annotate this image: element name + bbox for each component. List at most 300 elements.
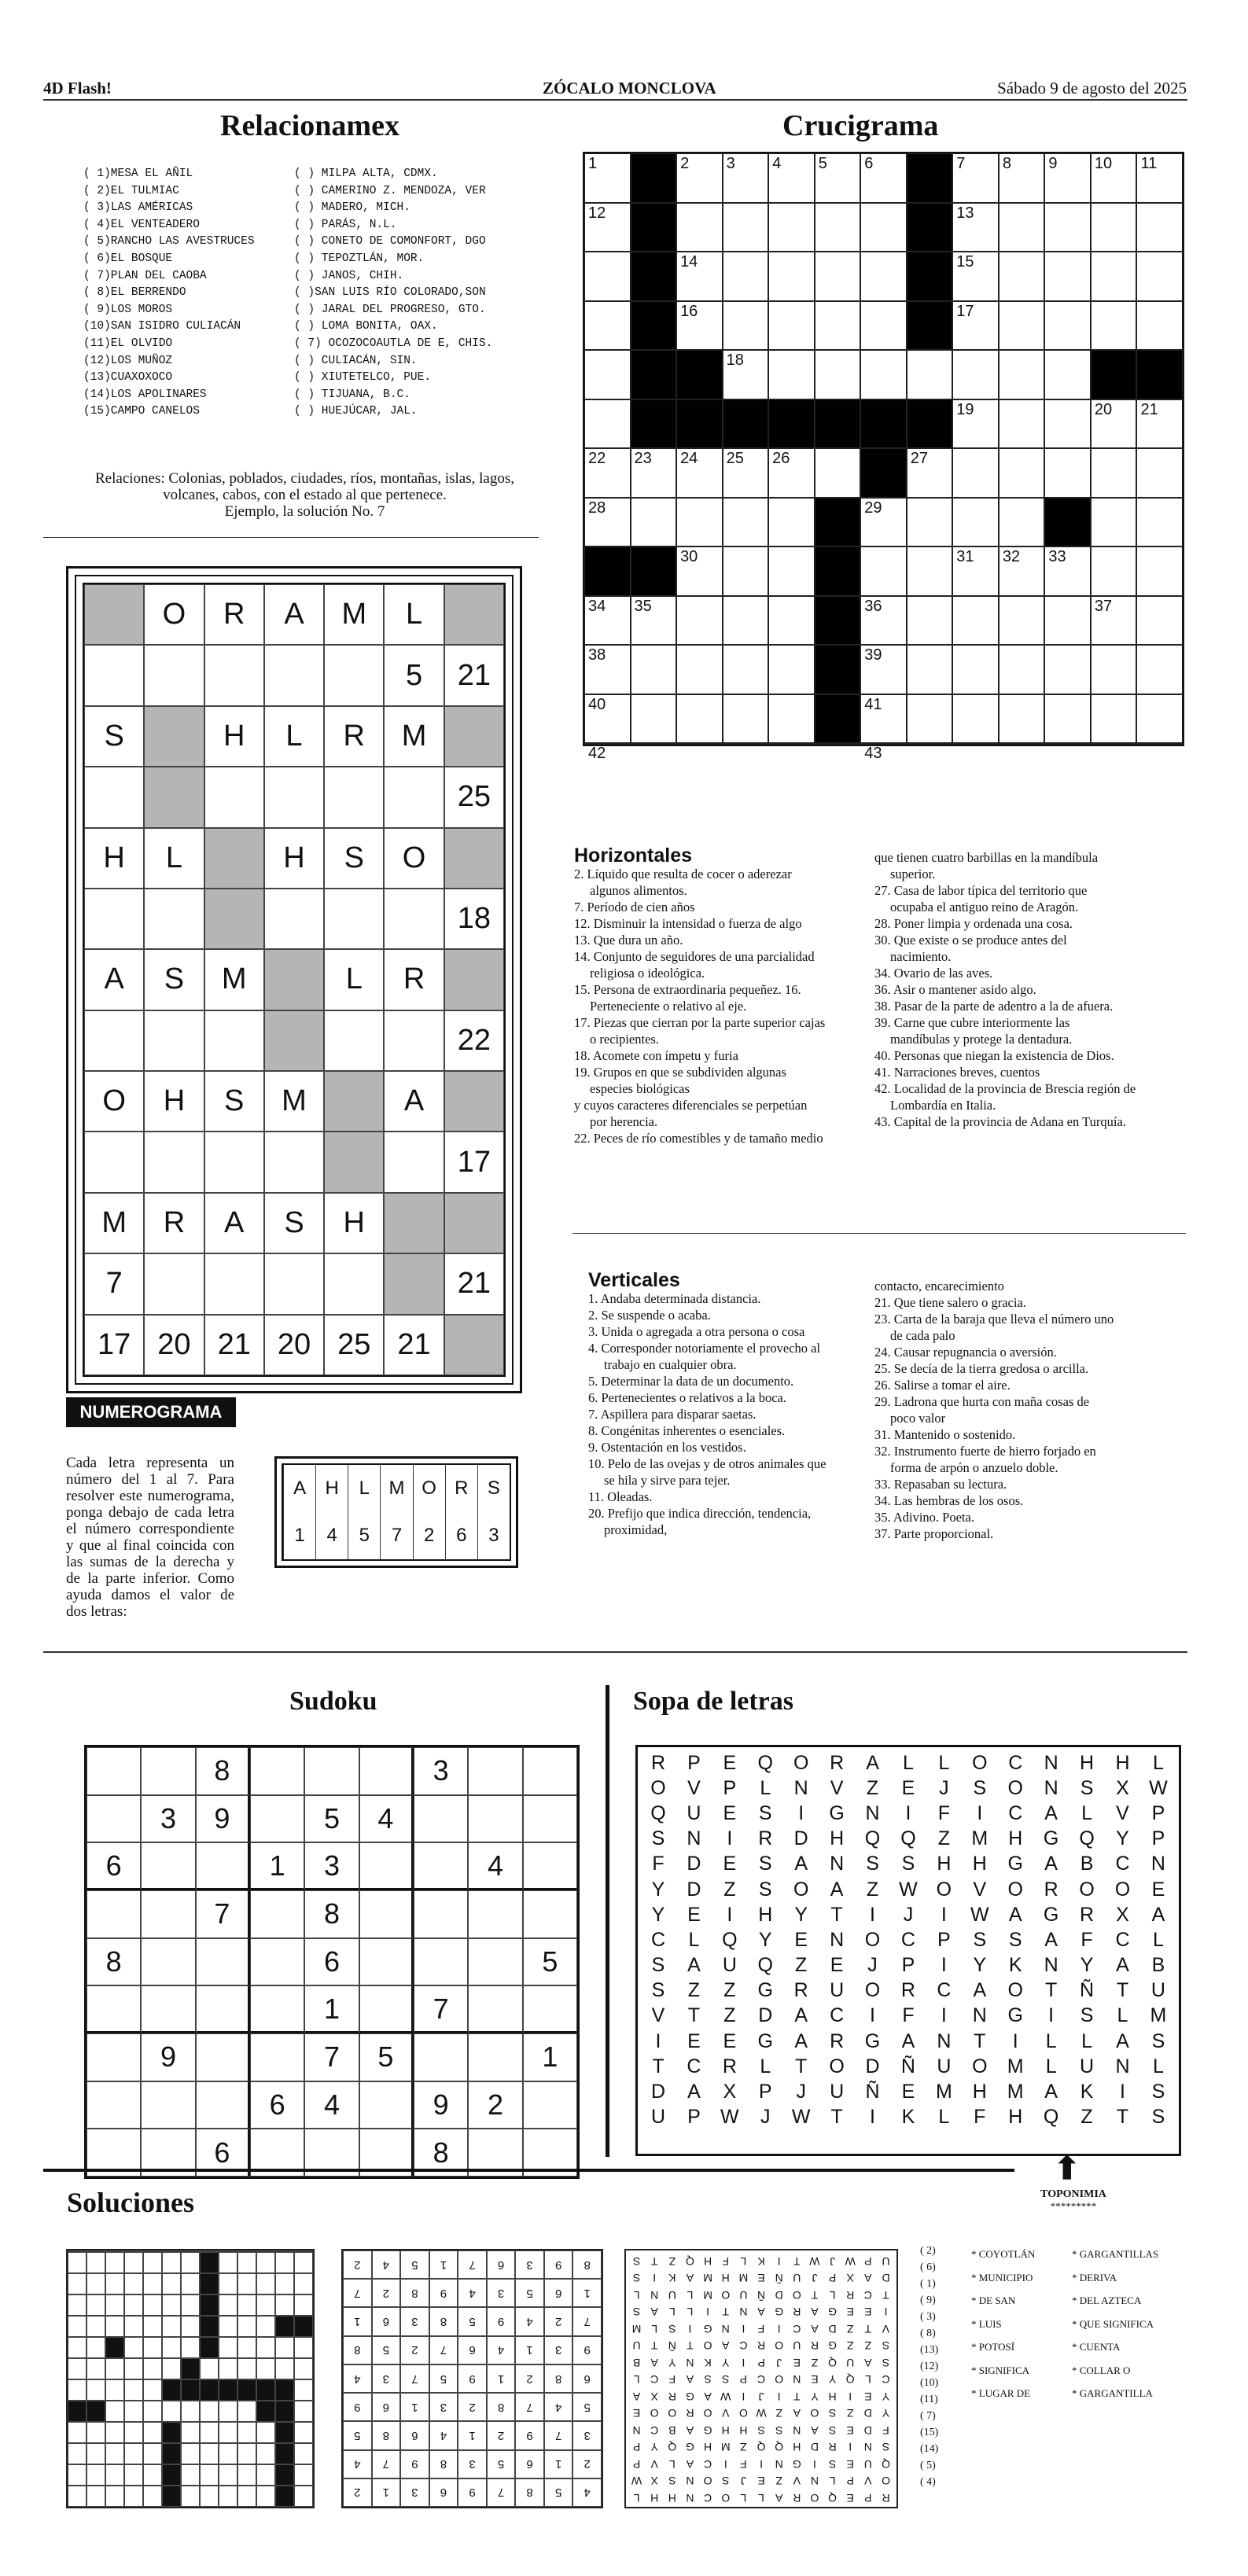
solution-sudoku-cell: 8	[429, 2307, 458, 2335]
solution-letter: Y	[650, 2441, 658, 2454]
solution-black-cell	[275, 2316, 294, 2337]
word-search-letter: G	[757, 2030, 773, 2052]
divider	[572, 1233, 1186, 1234]
word-search-letter: Q	[757, 1954, 773, 1977]
solution-relacion-number: (13)	[920, 2344, 939, 2356]
solution-letter: L	[829, 2475, 836, 2488]
word-search-letter: N	[830, 1928, 845, 1951]
solution-letter: D	[882, 2272, 890, 2285]
crossword-cell	[907, 743, 953, 745]
word-search-letter: L	[760, 2055, 771, 2077]
crossword-cell	[952, 743, 999, 745]
word-search-letter: Ñ	[1080, 1979, 1095, 2002]
crossword-black-cell	[631, 546, 677, 596]
word-search-letter: Y	[1080, 1954, 1094, 1977]
toponimia-words-left	[971, 2243, 1035, 2405]
solution-cell	[143, 2422, 162, 2443]
solution-cell	[105, 2316, 124, 2337]
solution-letter: G	[828, 2306, 838, 2319]
sudoku-cell	[87, 1890, 141, 1938]
crossword-cell	[1136, 546, 1183, 596]
solution-letter: E	[793, 2357, 801, 2369]
solution-cell	[143, 2252, 162, 2273]
word-search-letter: U	[1080, 2055, 1095, 2077]
crossword-cell	[999, 203, 1045, 252]
word-search-row	[642, 1801, 1174, 1826]
numerograma-cell: A	[204, 1193, 264, 1253]
numerograma-cell	[84, 767, 144, 827]
word-search-letter: N	[865, 1801, 880, 1824]
solution-cell	[219, 2337, 237, 2358]
solution-cell	[87, 2464, 105, 2486]
word-search-letter: L	[1081, 1801, 1093, 1824]
solution-cell	[181, 2486, 200, 2507]
clue-line: 17. Piezas que cierran por la parte superior cajas	[574, 1015, 826, 1030]
word-search-letter: L	[1045, 2030, 1057, 2052]
word-search-letter: V	[830, 1776, 844, 1799]
word-search-letter: R	[900, 1979, 915, 2002]
word-search-letter: M	[971, 1827, 988, 1850]
solution-letter: N	[775, 2458, 783, 2471]
crossword-cell	[584, 153, 631, 203]
solution-sudoku-cell: 1	[372, 2478, 401, 2507]
solution-cell	[143, 2273, 162, 2294]
numerograma-cell	[324, 1253, 384, 1314]
solution-relacion-number: ( 3)	[920, 2311, 936, 2323]
solution-letter: R	[668, 2390, 676, 2403]
solution-letter: T	[793, 2255, 801, 2268]
crossword-cell	[1044, 252, 1091, 301]
word-search-letter: O	[936, 1878, 952, 1901]
sudoku-cell	[468, 2033, 522, 2081]
solution-word-search-row	[628, 2302, 894, 2319]
word-search-letter: D	[793, 1827, 808, 1850]
clue-number: 29	[864, 499, 882, 517]
crossword-cell	[584, 743, 631, 762]
solution-sudoku-cell: 5	[487, 2450, 516, 2478]
word-search-letter: S	[1151, 2030, 1165, 2052]
toponimia-word: * CUENTA	[1072, 2341, 1121, 2353]
word-search-letter: G	[829, 1801, 845, 1824]
word-search-letter: C	[1115, 1928, 1130, 1951]
clue-number: 32	[1002, 548, 1021, 565]
word-search-letter: M	[1007, 2081, 1024, 2103]
solution-letter: A	[757, 2306, 765, 2319]
clue-number: 42	[588, 745, 606, 762]
sudoku-cell	[196, 1985, 250, 2033]
word-search-letter: E	[687, 2030, 701, 2052]
solution-cell	[105, 2379, 124, 2401]
crossword-cell	[723, 546, 769, 596]
word-search-letter: C	[1008, 1801, 1023, 1824]
toponimia-word: * POTOSÍ	[971, 2341, 1015, 2353]
sudoku-cell	[523, 1842, 577, 1890]
word-search-letter: N	[687, 1827, 701, 1850]
word-search-letter: M	[1150, 2004, 1167, 2027]
numerograma-cell: A	[84, 949, 144, 1010]
relacion-state: ( ) CULIACÁN, SIN.	[294, 354, 418, 367]
crossword-cell	[631, 645, 677, 694]
crossword-cell	[676, 252, 723, 301]
crossword-cell	[1091, 153, 1137, 203]
solution-sudoku-cell: 4	[544, 2393, 573, 2421]
solution-sudoku-cell: 6	[515, 2450, 544, 2478]
relacion-place: ( 1)MESA EL AÑIL	[83, 167, 193, 180]
crossword-cell	[907, 596, 953, 646]
solution-sudoku-cell: 3	[544, 2336, 573, 2364]
solution-cell	[219, 2294, 237, 2316]
arrow-up-icon: ⬆	[1054, 2151, 1080, 2186]
sudoku-cell	[141, 1747, 195, 1795]
word-search-letter: T	[1116, 2106, 1129, 2129]
sudoku-cell	[196, 1842, 250, 1890]
relacion-place: ( 2)EL TULMIAC	[83, 184, 179, 197]
numerograma-cell: S	[84, 706, 144, 767]
sudoku-cell	[523, 2081, 577, 2129]
solution-letter: E	[846, 2458, 854, 2471]
clue-number: 15	[956, 253, 974, 270]
sudoku-cell	[523, 1890, 577, 1938]
solution-cell	[143, 2464, 162, 2486]
solution-word-search-row	[628, 2488, 894, 2505]
crossword-cell	[768, 448, 815, 498]
word-search-letter: R	[1080, 1903, 1095, 1926]
solution-letter: M	[703, 2272, 712, 2285]
solution-sudoku-cell: 5	[515, 2279, 544, 2307]
solution-cell	[275, 2273, 294, 2294]
relacion-state: ( )SAN LUIS RÍO COLORADO,SON	[294, 286, 486, 300]
numerograma-cell: 21	[444, 1253, 504, 1314]
crossword-cell	[999, 645, 1045, 694]
key-number: 1	[283, 1512, 315, 1559]
relacion-place: ( 7)PLAN DEL CAOBA	[83, 269, 207, 282]
numerograma-cell	[204, 1010, 264, 1071]
sudoku-cell: 1	[523, 2033, 577, 2081]
word-search-letter: S	[973, 1776, 987, 1799]
crossword-cell	[999, 694, 1045, 744]
solution-cell	[181, 2250, 200, 2252]
word-search-letter: A	[1116, 1954, 1129, 1977]
numerograma-cell	[144, 1010, 204, 1071]
word-search-letter: U	[830, 1979, 845, 2002]
clue-number: 38	[588, 646, 606, 664]
solution-cell	[275, 2252, 294, 2273]
solution-cell	[124, 2464, 143, 2486]
solution-relacion-number: (14)	[920, 2443, 939, 2455]
word-search-letter: D	[865, 2055, 880, 2077]
sudoku-cell	[304, 1747, 359, 1795]
numerograma-cell: H	[324, 1193, 384, 1253]
numerograma-shaded-cell	[204, 828, 264, 889]
solution-sudoku-cell: 3	[400, 2307, 429, 2335]
solution-letter: H	[668, 2492, 676, 2504]
solution-letter: S	[704, 2373, 712, 2386]
solution-black-cell	[200, 2379, 219, 2401]
solution-black-cell	[275, 2464, 294, 2486]
section-name: 4D Flash!	[43, 79, 112, 98]
solution-black-cell	[294, 2316, 313, 2337]
solution-cell	[219, 2464, 237, 2486]
numerograma-title: NUMEROGRAMA	[66, 1397, 236, 1427]
solution-sudoku-cell: 3	[372, 2364, 401, 2393]
solution-cell	[294, 2358, 313, 2379]
solution-cell	[143, 2486, 162, 2507]
word-search-letter: A	[687, 2081, 701, 2103]
crossword-cell	[631, 448, 677, 498]
sudoku-cell	[468, 1795, 522, 1843]
relacion-place: ( 6)EL BOSQUE	[83, 252, 173, 265]
crossword-cell	[952, 153, 999, 203]
sudoku-cell	[250, 1795, 304, 1843]
solution-word-search-row	[628, 2454, 894, 2471]
word-search-letter: A	[1044, 1928, 1058, 1951]
divider	[43, 537, 539, 538]
sudoku-cell	[196, 2081, 250, 2129]
solution-letter: L	[633, 2289, 640, 2302]
solution-black-cell	[87, 2401, 105, 2422]
word-search-letter: M	[935, 2081, 952, 2103]
solution-sudoku-cell: 7	[572, 2307, 602, 2335]
solution-letter: Q	[775, 2441, 784, 2454]
solution-letter: U	[739, 2289, 748, 2302]
word-search-letter: S	[651, 1954, 665, 1977]
solution-letter: N	[739, 2306, 748, 2319]
clue-number: 35	[634, 597, 652, 615]
solution-black-cell	[237, 2379, 256, 2401]
word-search-letter: I	[870, 2004, 875, 2027]
clue-line: o recipientes.	[590, 1032, 659, 1047]
clue-line: poco valor	[890, 1411, 946, 1426]
solution-word-search-row	[628, 2369, 894, 2386]
word-search-letter: I	[798, 1801, 804, 1824]
word-search-letter: E	[723, 1801, 737, 1824]
sudoku-cell	[414, 1795, 468, 1843]
solution-cell	[143, 2379, 162, 2401]
solution-cell	[68, 2443, 87, 2464]
clue-number: 2	[680, 155, 690, 172]
clue-number: 11	[1140, 155, 1158, 172]
solution-cell	[256, 2337, 275, 2358]
solution-letter: Q	[668, 2441, 677, 2454]
solution-black-cell	[275, 2379, 294, 2401]
crossword-cell	[723, 645, 769, 694]
solution-letter: J	[830, 2255, 836, 2268]
word-search-letter: T	[1116, 1979, 1129, 2002]
word-search-letter: S	[758, 1853, 772, 1875]
solution-letter: A	[811, 2306, 819, 2319]
numerograma-cell: A	[384, 1071, 444, 1132]
solution-cell	[162, 2294, 181, 2316]
word-search-letter: I	[1012, 2030, 1018, 2052]
solution-letter: T	[650, 2255, 658, 2268]
solution-letter: C	[739, 2339, 748, 2353]
solution-letter: O	[703, 2339, 712, 2353]
solution-letter: O	[721, 2492, 731, 2504]
clue-line: 19. Grupos en que se subdividen algunas	[574, 1065, 786, 1080]
solution-letter: Y	[811, 2390, 819, 2403]
solution-cell	[68, 2250, 87, 2252]
word-search-letter: U	[830, 2081, 845, 2103]
crossword-black-cell	[815, 546, 861, 596]
crossword-cell	[676, 743, 723, 745]
crossword-grid	[583, 152, 1184, 762]
solution-sudoku-cell: 9	[572, 2336, 602, 2364]
crossword-cell	[1136, 694, 1183, 744]
crossword-cell	[860, 546, 907, 596]
solution-sudoku-cell: 9	[400, 2450, 429, 2478]
clue-line: 31. Mantenido o sostenido.	[874, 1427, 1016, 1442]
solution-cell	[294, 2443, 313, 2464]
solution-cell	[294, 2294, 313, 2316]
word-search-letter: O	[1007, 1979, 1023, 2002]
solution-letter: R	[846, 2289, 855, 2302]
word-search-letter: S	[866, 1853, 879, 1875]
crossword-cell	[584, 645, 631, 694]
word-search-letter: J	[760, 2106, 771, 2129]
solution-letter: I	[777, 2390, 781, 2403]
clue-line: 24. Causar repugnancia o aversión.	[874, 1345, 1057, 1360]
solution-letter: T	[687, 2339, 694, 2353]
crossword-cell	[1136, 153, 1183, 203]
solution-letter: A	[864, 2357, 872, 2369]
solution-word-search-row	[628, 2285, 894, 2302]
solution-letter: Q	[828, 2357, 838, 2369]
numerograma-shaded-cell	[84, 584, 144, 645]
solution-letter: T	[882, 2289, 889, 2302]
crossword-black-cell	[815, 743, 861, 745]
clue-line: 6. Pertenecientes o relativos a la boca.	[588, 1390, 786, 1405]
numerograma-cell	[264, 767, 324, 827]
solution-letter: R	[793, 2492, 801, 2504]
solution-cell	[256, 2358, 275, 2379]
sudoku-cell: 8	[304, 1890, 359, 1938]
solution-cell	[200, 2486, 219, 2507]
solution-sudoku-cell: 6	[544, 2279, 573, 2307]
solution-sudoku-cell: 2	[544, 2307, 573, 2335]
solution-letter: P	[632, 2458, 641, 2471]
crossword-cell	[1091, 203, 1137, 252]
word-search-letter: T	[1045, 1979, 1058, 2002]
sudoku-cell	[250, 2033, 304, 2081]
solution-cell	[124, 2358, 143, 2379]
word-search-letter: A	[1044, 1801, 1058, 1824]
solution-cell	[124, 2316, 143, 2337]
word-search-grid	[635, 1745, 1181, 2156]
numerograma-shaded-cell	[444, 828, 504, 889]
toponimia-stars: *********	[1050, 2200, 1097, 2212]
relacion-state: ( ) CAMERINO Z. MENDOZA, VER	[294, 184, 486, 197]
clue-line: 4. Corresponder notoriamente el provecho al	[588, 1341, 821, 1356]
solution-letter: L	[687, 2289, 694, 2302]
toponimia-word: * LUIS	[971, 2317, 1002, 2330]
solution-cell	[68, 2337, 87, 2358]
word-search-letter: U	[937, 2055, 952, 2077]
clue-number: 20	[1094, 400, 1113, 418]
relacion-place: ( 4)EL VENTEADERO	[83, 218, 200, 231]
solution-black-cell	[68, 2401, 87, 2422]
solution-letter: B	[632, 2357, 641, 2369]
numerograma-cell	[324, 645, 384, 705]
clue-number: 33	[1048, 548, 1066, 565]
soluciones-title: Soluciones	[67, 2187, 195, 2218]
solution-black-cell	[105, 2337, 124, 2358]
word-search-letter: S	[758, 1878, 772, 1901]
clue-number: 34	[588, 597, 606, 615]
solution-letter: P	[757, 2357, 765, 2369]
clue-line: 9. Ostentación en los vestidos.	[588, 1440, 746, 1455]
solution-letter: K	[704, 2357, 712, 2369]
solution-letter: I	[813, 2458, 816, 2471]
solution-letter: S	[632, 2306, 641, 2319]
solution-cell	[162, 2273, 181, 2294]
word-search-letter: S	[1008, 1928, 1022, 1951]
toponimia-word: * DE SAN	[971, 2294, 1016, 2306]
relacion-state: ( ) CONETO DE COMONFORT, DGO	[294, 235, 486, 248]
numerograma-cell	[144, 1132, 204, 1192]
solution-cell	[124, 2294, 143, 2316]
solution-cell	[124, 2337, 143, 2358]
solution-letter: T	[650, 2339, 658, 2353]
solution-sudoku-cell: 2	[343, 2478, 372, 2507]
relacionamex-note: Relaciones: Colonias, poblados, ciudades, ríos, montañas, islas, lagos, volcanes, cabos, con el estado al que pertenece. Ejemplo, la solución No. 7	[95, 470, 514, 520]
solution-letter: F	[668, 2373, 676, 2386]
solution-letter: U	[793, 2339, 801, 2353]
numerograma-cell: L	[384, 584, 444, 645]
horizontales-clues	[574, 845, 873, 1146]
crossword-cell	[723, 448, 769, 498]
relacion-state: ( ) MADERO, MICH.	[294, 201, 410, 215]
solution-cell	[219, 2358, 237, 2379]
solution-sudoku-cell: 4	[429, 2421, 458, 2449]
sudoku-cell	[359, 1842, 414, 1890]
word-search-letter: G	[1007, 2004, 1023, 2027]
numerograma-cell: 17	[444, 1132, 504, 1192]
solution-letter: I	[723, 2458, 727, 2471]
solution-letter: L	[740, 2492, 747, 2504]
solution-letter: N	[863, 2441, 872, 2454]
numerograma-cell: S	[324, 828, 384, 889]
solution-letter: F	[740, 2458, 747, 2471]
word-search-letter: P	[937, 1928, 951, 1951]
sudoku-cell	[87, 1985, 141, 2033]
clue-line: 33. Repasaban su lectura.	[874, 1477, 1007, 1492]
key-letter: M	[380, 1465, 412, 1512]
clue-number: 37	[1094, 597, 1113, 615]
solution-sudoku-cell: 5	[372, 2336, 401, 2364]
word-search-letter: S	[1080, 2004, 1094, 2027]
solution-cell	[105, 2252, 124, 2273]
sopa-side-rule	[606, 1685, 609, 2157]
solution-black-cell	[275, 2422, 294, 2443]
clue-line: 2. Líquido que resulta de cocer o aderezar	[574, 867, 792, 881]
solution-letter: L	[633, 2492, 640, 2504]
word-search-letter: T	[795, 2055, 808, 2077]
solution-letter: V	[722, 2407, 730, 2420]
solution-cell	[294, 2250, 313, 2252]
crossword-cell	[860, 694, 907, 744]
solution-sudoku-cell: 5	[458, 2307, 487, 2335]
word-search-letter: A	[794, 1853, 808, 1875]
word-search-letter: N	[972, 2004, 987, 2027]
numerograma-cell: 18	[444, 889, 504, 949]
clue-number: 9	[1048, 155, 1058, 172]
solution-letter: F	[882, 2424, 889, 2437]
word-search-letter: L	[1152, 1928, 1164, 1951]
sudoku-cell	[523, 1795, 577, 1843]
crossword-cell	[676, 203, 723, 252]
word-search-letter: L	[688, 1928, 700, 1951]
numerograma-cell: R	[384, 949, 444, 1010]
